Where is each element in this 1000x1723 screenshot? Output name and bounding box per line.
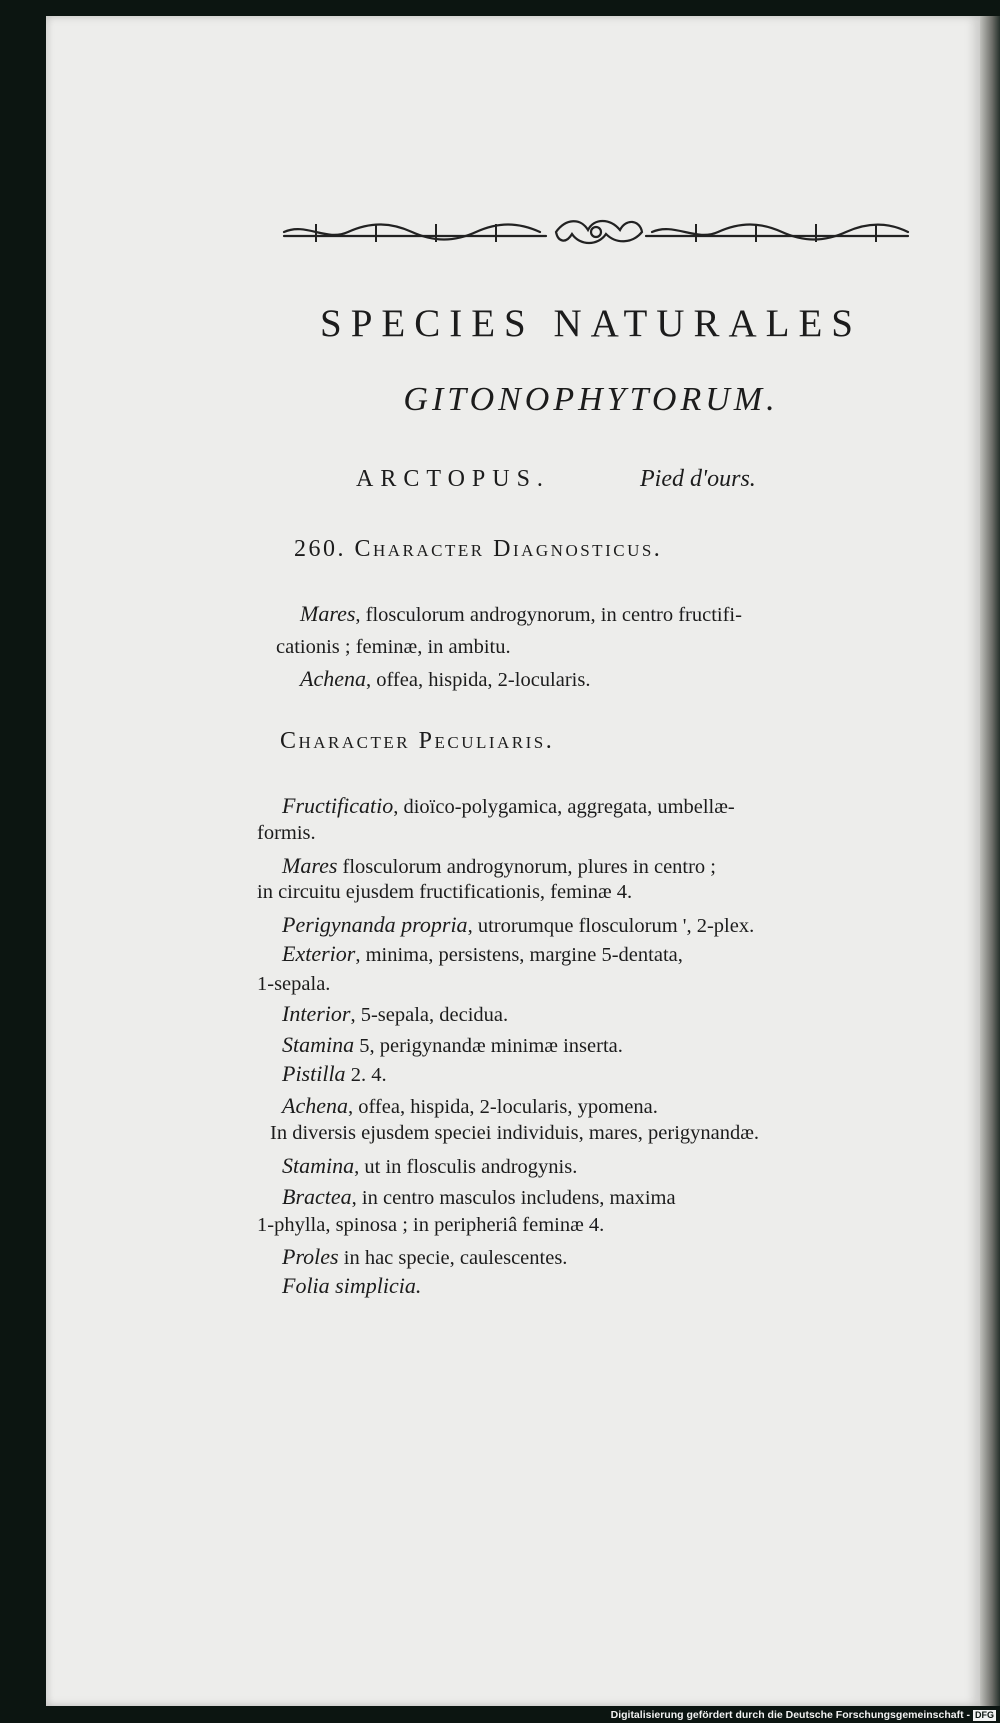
text-line <box>257 973 330 996</box>
page-subtitle: GITONOPHYTORUM. <box>403 381 779 418</box>
term: Stamina <box>282 1032 355 1057</box>
text-line <box>257 1214 604 1237</box>
text-line <box>282 941 683 967</box>
footer-credit-text: Digitalisierung gefördert durch die Deutsche Forschungsgemeinschaft - <box>610 1709 970 1721</box>
term: Bractea <box>282 1184 352 1209</box>
description: in hac specie, caulescentes. <box>338 1247 568 1269</box>
term: Interior <box>282 1001 351 1026</box>
genus-french-name: Pied d'ours. <box>640 466 756 492</box>
term: Achena <box>282 1093 348 1118</box>
section-heading-diagnosticus <box>294 536 662 563</box>
text-line <box>282 1244 567 1270</box>
description: 2. 4. <box>345 1064 387 1086</box>
page-content <box>46 16 980 1706</box>
description: flosculorum androgynorum, plures in centro ; <box>337 856 717 878</box>
description: , ut in flosculis androgynis. <box>354 1156 578 1178</box>
description: cationis ; feminæ, in ambitu. <box>276 636 511 658</box>
section-title: Character Diagnosticus. <box>354 536 663 562</box>
text-line <box>282 912 754 938</box>
description: , offea, hispida, 2-locularis, ypomena. <box>347 1096 658 1118</box>
text-line <box>282 1093 658 1119</box>
decorative-ornament-border <box>276 214 916 250</box>
text-line <box>300 666 590 692</box>
description: , utrorumque flosculorum ', 2-plex. <box>467 915 755 937</box>
term: Proles <box>282 1244 339 1269</box>
term: Achena <box>300 666 366 691</box>
footer-credit <box>574 1708 1000 1723</box>
text-line <box>257 881 632 904</box>
text-line <box>282 1273 421 1299</box>
text-line <box>282 793 735 819</box>
term: Perigynanda propria <box>282 912 468 937</box>
description: , minima, persistens, margine 5-dentata, <box>355 944 683 966</box>
description: , in centro masculos includens, maxima <box>351 1187 676 1209</box>
description: In diversis ejusdem speciei individuis, mares, perigynandæ. <box>270 1122 760 1144</box>
description: 5, perigynandæ minimæ inserta. <box>354 1035 623 1057</box>
description: 1-sepala. <box>257 973 331 995</box>
term: Stamina <box>282 1153 355 1178</box>
term: Mares <box>300 601 356 626</box>
text-line <box>282 1001 508 1027</box>
term: Pistilla <box>282 1061 346 1086</box>
genus-name: ARCTOPUS. <box>356 466 550 492</box>
text-line <box>282 853 716 879</box>
term: Mares <box>282 853 338 878</box>
description: 1-phylla, spinosa ; in peripheriâ feminæ 4. <box>257 1214 605 1236</box>
text-line <box>276 636 511 659</box>
section-number: 260. <box>294 536 346 562</box>
text-line <box>257 822 316 845</box>
text-line <box>282 1153 577 1179</box>
section-heading-peculiaris: Character Peculiaris. <box>280 728 555 754</box>
description: in circuitu ejusdem fructificationis, feminæ 4. <box>257 881 633 903</box>
page-title: SPECIES NATURALES <box>320 302 862 345</box>
book-page <box>46 16 980 1706</box>
text-line <box>282 1061 387 1087</box>
dfg-logo: DFG <box>975 1710 994 1720</box>
term: Fructificatio <box>282 793 394 818</box>
text-line <box>282 1032 623 1058</box>
text-line <box>282 1184 676 1210</box>
text-line <box>300 601 742 627</box>
description: formis. <box>257 822 316 844</box>
text-line <box>270 1122 759 1145</box>
description: , dioïco-polygamica, aggregata, umbellæ- <box>393 796 735 818</box>
description: , offea, hispida, 2-locularis. <box>365 669 591 691</box>
term: Folia simplicia. <box>282 1273 422 1298</box>
book-page-edge <box>980 16 1000 1706</box>
term: Exterior <box>282 941 356 966</box>
description: , 5-sepala, decidua. <box>350 1004 509 1026</box>
description: , flosculorum androgynorum, in centro fructifi- <box>355 604 742 626</box>
